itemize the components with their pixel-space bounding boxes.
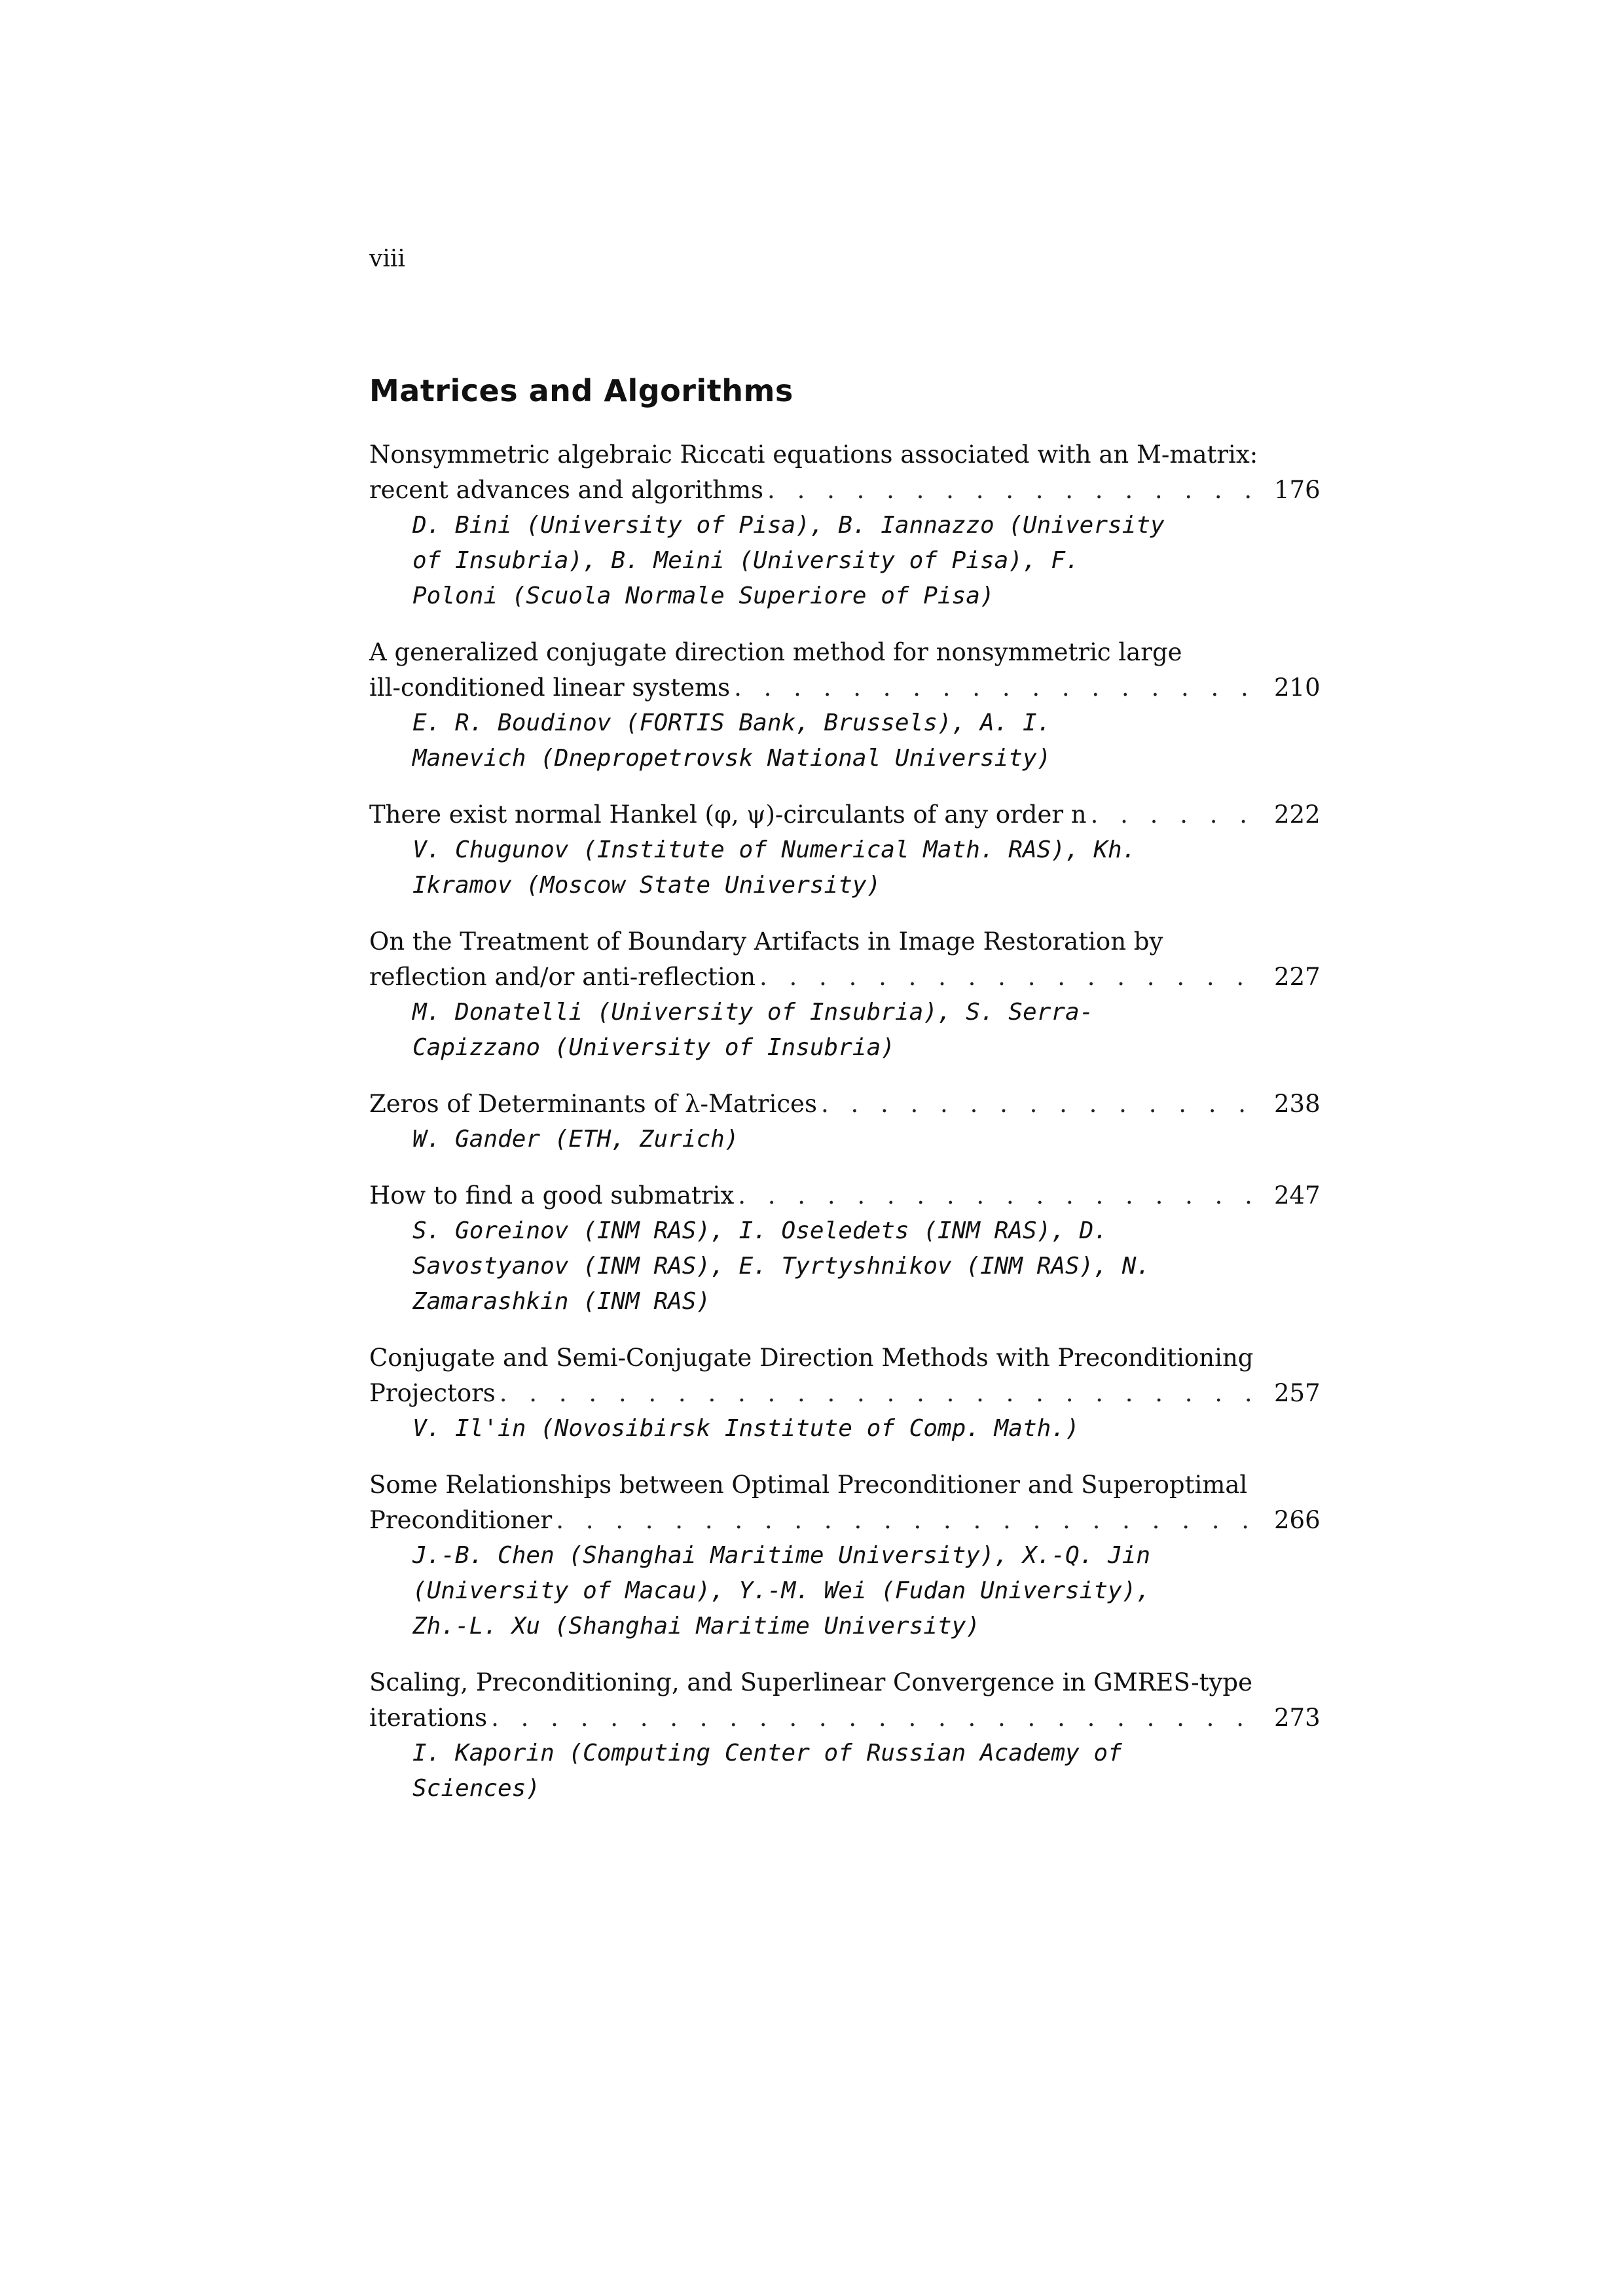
- dot-leader: [759, 960, 1254, 995]
- dot-leader: [500, 1376, 1254, 1411]
- toc-entry[interactable]: [369, 797, 1321, 903]
- entry-authors: I. Kaporin (Computing Center of Russian Academy of Sciences): [412, 1740, 1122, 1802]
- toc-entry[interactable]: [369, 1086, 1321, 1157]
- entry-title-last-line: [369, 797, 1321, 833]
- entry-title-text: How to find a good submatrix: [369, 1181, 735, 1210]
- dot-leader: [738, 1178, 1254, 1213]
- entry-title-line: On the Treatment of Boundary Artifacts in Image Restoration by: [369, 927, 1163, 956]
- entry-title-text: ill-conditioned linear systems: [369, 673, 731, 702]
- entry-title-line: A generalized conjugate direction method for nonsymmetric large: [369, 638, 1182, 666]
- entry-title-line: Conjugate and Semi-Conjugate Direction Methods with Preconditioning: [369, 1344, 1254, 1372]
- entry-title-line: Some Relationships between Optimal Preconditioner and Superoptimal: [369, 1471, 1248, 1499]
- table-of-contents: [369, 437, 1321, 1827]
- entry-title-last-line: [369, 1503, 1321, 1538]
- entry-page-number[interactable]: 266: [1274, 1506, 1321, 1534]
- entry-page-number[interactable]: 222: [1274, 800, 1321, 829]
- dot-leader: [556, 1503, 1254, 1538]
- entry-title-last-line: [369, 1086, 1321, 1122]
- entry-title-text: Projectors: [369, 1379, 496, 1407]
- entry-authors: J.-B. Chen (Shanghai Maritime University), X.-Q. Jin (University of Macau), Y.-M. Wei (Fudan University), Zh.-L. Xu (Shanghai Maritime University): [412, 1542, 1151, 1640]
- entry-page-number[interactable]: 227: [1274, 963, 1321, 991]
- entry-title-last-line: [369, 1376, 1321, 1411]
- entry-title-last-line: [369, 1178, 1321, 1213]
- entry-title-last-line: [369, 473, 1321, 508]
- toc-entry[interactable]: [369, 437, 1321, 614]
- dot-leader: [734, 670, 1254, 706]
- entry-authors: M. Donatelli (University of Insubria), S. Serra-Capizzano (University of Insubria): [412, 999, 1094, 1061]
- entry-page-number[interactable]: 210: [1274, 673, 1321, 702]
- dot-leader: [1091, 797, 1254, 833]
- toc-entry[interactable]: [369, 1340, 1321, 1446]
- entry-authors: W. Gander (ETH, Zurich): [412, 1126, 739, 1153]
- page-number: viii: [369, 245, 405, 272]
- entry-title-text: reflection and/or anti-reflection: [369, 963, 756, 991]
- toc-entry[interactable]: [369, 1178, 1321, 1319]
- entry-page-number[interactable]: 238: [1274, 1090, 1321, 1118]
- section-title: Matrices and Algorithms: [369, 373, 793, 408]
- entry-title-last-line: [369, 1700, 1321, 1736]
- entry-authors: V. Il'in (Novosibirsk Institute of Comp. Math.): [412, 1415, 1080, 1442]
- dot-leader: [491, 1700, 1254, 1736]
- entry-authors: E. R. Boudinov (FORTIS Bank, Brussels), A. I. Manevich (Dnepropetrovsk National University): [412, 709, 1051, 772]
- toc-entry[interactable]: [369, 924, 1321, 1066]
- toc-entry[interactable]: [369, 1665, 1321, 1806]
- entry-authors: S. Goreinov (INM RAS), I. Oseledets (INM RAS), D. Savostyanov (INM RAS), E. Tyrtyshnikov (INM RAS), N. Zamarashkin (INM RAS): [412, 1217, 1151, 1315]
- toc-entry[interactable]: [369, 1467, 1321, 1644]
- entry-title-text: There exist normal Hankel (φ, ψ)-circulants of any order n: [369, 800, 1087, 829]
- dot-leader: [767, 473, 1254, 508]
- entry-page-number[interactable]: 176: [1274, 476, 1321, 504]
- entry-title-last-line: [369, 960, 1321, 995]
- entry-page-number[interactable]: 273: [1274, 1704, 1321, 1732]
- entry-page-number[interactable]: 247: [1274, 1181, 1321, 1210]
- entry-authors: D. Bini (University of Pisa), B. Iannazzo (University of Insubria), B. Meini (University of Pisa), F. Poloni (Scuola Normale Superiore of Pisa): [412, 512, 1165, 609]
- entry-title-text: Zeros of Determinants of λ-Matrices: [369, 1090, 817, 1118]
- entry-title-text: iterations: [369, 1704, 488, 1732]
- entry-authors: V. Chugunov (Institute of Numerical Math. RAS), Kh. Ikramov (Moscow State University): [412, 836, 1137, 899]
- entry-title-line: Nonsymmetric algebraic Riccati equations associated with an M-matrix:: [369, 440, 1258, 469]
- dot-leader: [821, 1086, 1254, 1122]
- entry-title-text: recent advances and algorithms: [369, 476, 764, 504]
- entry-title-last-line: [369, 670, 1321, 706]
- toc-entry[interactable]: [369, 635, 1321, 776]
- entry-title-text: Preconditioner: [369, 1506, 553, 1534]
- entry-page-number[interactable]: 257: [1274, 1379, 1321, 1407]
- entry-title-line: Scaling, Preconditioning, and Superlinear Convergence in GMRES-type: [369, 1668, 1253, 1696]
